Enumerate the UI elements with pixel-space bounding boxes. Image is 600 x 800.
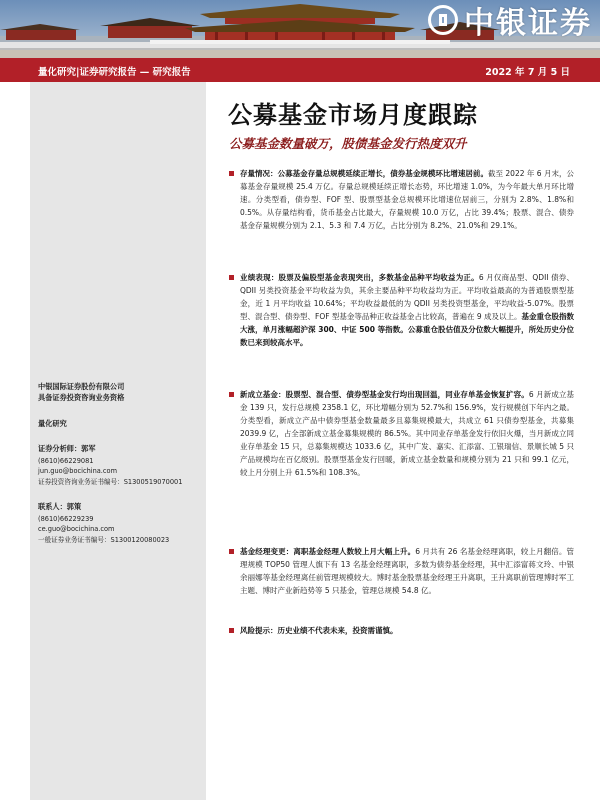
section-performance: [240, 271, 574, 349]
section-lead: 风险提示：历史业绩不代表未来，投资需谨慎。: [240, 626, 398, 635]
report-type: 量化研究|证券研究报告 — 研究报告: [38, 67, 191, 78]
company-name: 中银国际证券股份有限公司: [38, 382, 125, 391]
section-lead: 存量情况：公募基金存量总规模延续正增长，债券基金规模环比增速居前。: [240, 169, 488, 178]
section-body: 6 月仅商品型、QDII 债券、QDII 另类投资基金平均收益为负，其余主要品种平均收益均为正。平均收益最高的为普通股票型基金，近 1 月平均收益 10.64%；平均收益最低的为 QDII 另类投资型基金，平均收益-5.07%。股票型、混合型、债券型、FOF 型基金等品种正收益基金占比较高，普遍在 9 成及以上。: [240, 273, 574, 321]
analyst-certificate: 证券投资咨询业务证书编号：S1300519070001: [38, 478, 183, 486]
section-lead: 业绩表现：股票及偏股型基金表现突出，多数基金品种平均收益为正。: [240, 273, 479, 282]
brand-logo: [428, 0, 592, 40]
research-category: 量化研究: [38, 419, 67, 428]
qualification: 具备证券投资咨询业务资格: [38, 393, 125, 402]
section-tail: 基金重仓股指数大涨，单月涨幅超沪深 300、中证 500 等指数。公募重仓股估值及分位数大幅提升，所处历史分位数已来到较高水平。: [240, 312, 575, 347]
bank-of-china-logo-icon: [428, 5, 458, 35]
section-body: 截至 2022 年 6 月末，公募基金存量规模 25.4 万亿。存量总规模延续正增长态势，环比增速 1.0%，为今年最大单月环比增速。分类型看，债券型、FOF 型、股票型基金总规模环比增速位居前三，分别为 2.8%、1.8%和 0.5%。从存量结构看，货币基金占比最大，存量规模 10.0 万亿，占比 39.4%；股票、混合、债券基金存量规模分别为 2.1、5.3 和 7.4 万亿，占比分别为 8.2%、21.0%和 29.1%。: [240, 169, 575, 230]
contact-certificate: 一般证券业务证书编号：S1300120080023: [38, 536, 170, 544]
section-holdings: [240, 167, 574, 232]
section-lead: 新成立基金：股票型、混合型、债券型基金发行均出现回温，同业存单基金恢复扩容。: [240, 390, 529, 399]
section-risk-warning: [240, 624, 574, 637]
report-info-bar: [0, 58, 600, 82]
analyst-phone: (8610)66229081: [38, 457, 94, 465]
section-body: 6 月共有 26 名基金经理离职，较上月翻倍。管理规模 TOP50 管理人旗下有 13 名基金经理离职，多数为债券基金经理，其中汇添富蒋文玲、中银余丽娜等基金经理离任前管理规模较大。博时基金股票基金经理王升离职，王升离职前管理博时军工主题、博时产业新趋势等 5 只基金，管理总规模 54.8 亿。: [240, 547, 575, 595]
section-lead: 基金经理变更：离职基金经理人数较上月大幅上升。: [240, 547, 416, 556]
sidebar-info: [30, 82, 206, 800]
contact-name: 联系人：郭策: [38, 502, 82, 511]
analyst-email: jun.guo@bocichina.com: [38, 467, 117, 475]
contact-phone: (8610)66229239: [38, 515, 94, 523]
section-new-funds: [240, 388, 574, 479]
page-title: 公募基金市场月度跟踪: [228, 100, 478, 129]
header-banner: [0, 0, 600, 58]
contact-email: ce.guo@bocichina.com: [38, 525, 115, 533]
section-body: 6 月新成立基金 139 只，发行总规模 2358.1 亿，环比增幅分别为 52.7%和 156.9%，发行规模创下年内之最。分类型看，新成立产品中债券型基金数量最多且募集规模最大，共成立 61 只债券型基金，共募集 2039.9 亿，占全部新成立基金募集规模的 86.5%。其中同业存单基金发行依旧火爆，当月新成立同业存单基金 15 只，总募集规模达 1033.6 亿，其中广发、嘉实、汇添富、工银瑞信、景顺长城 5 只产品规模均在百亿级别。股票型基金发行回暖，新成立基金数量和规模分别为 21 只和 99.1 亿元，较上月分别上升 61.5%和 108.3%。: [240, 390, 575, 477]
page-subtitle: 公募基金数量破万，股债基金发行热度双升: [229, 136, 467, 151]
section-manager-changes: [240, 545, 574, 597]
brand-name: 中银证券: [464, 6, 592, 41]
report-date: 2022 年 7 月 5 日: [485, 67, 570, 78]
analyst-name: 证券分析师：郭军: [38, 444, 96, 453]
